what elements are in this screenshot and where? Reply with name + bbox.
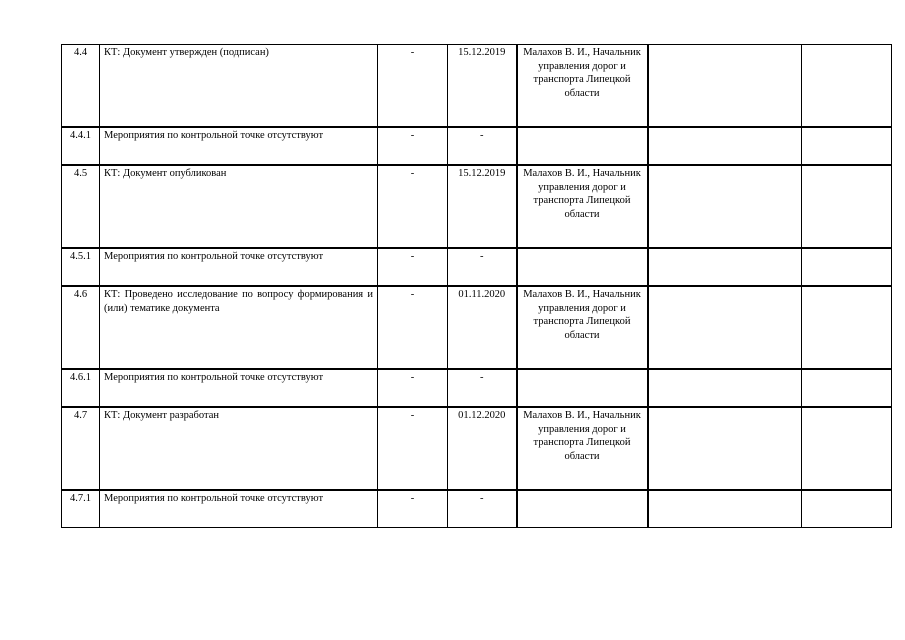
row-name: КТ: Документ утвержден (подписан) <box>100 45 378 128</box>
row-responsible <box>517 369 648 407</box>
row-name: Мероприятия по контрольной точке отсутствуют <box>100 369 378 407</box>
row-cell-6 <box>648 286 802 369</box>
row-responsible <box>517 127 648 165</box>
row-number: 4.4.1 <box>62 127 100 165</box>
row-number: 4.6 <box>62 286 100 369</box>
table-row <box>62 248 892 286</box>
table-row <box>62 127 892 165</box>
row-start-date: - <box>378 286 448 369</box>
row-start-date: - <box>378 407 448 490</box>
row-responsible <box>517 248 648 286</box>
row-number: 4.7 <box>62 407 100 490</box>
row-number: 4.5 <box>62 165 100 248</box>
row-cell-7 <box>802 407 892 490</box>
row-cell-6 <box>648 127 802 165</box>
row-number: 4.5.1 <box>62 248 100 286</box>
row-cell-7 <box>802 490 892 528</box>
row-cell-7 <box>802 127 892 165</box>
row-cell-7 <box>802 248 892 286</box>
row-cell-7 <box>802 165 892 248</box>
row-cell-6 <box>648 369 802 407</box>
row-cell-6 <box>648 490 802 528</box>
row-end-date: 15.12.2019 <box>448 165 517 248</box>
row-cell-6 <box>648 45 802 128</box>
row-end-date: 01.11.2020 <box>448 286 517 369</box>
table-row <box>62 490 892 528</box>
table-row <box>62 407 892 490</box>
row-number: 4.4 <box>62 45 100 128</box>
row-start-date: - <box>378 490 448 528</box>
row-end-date: - <box>448 248 517 286</box>
row-number: 4.7.1 <box>62 490 100 528</box>
row-responsible: Малахов В. И., Начальник управления дорог и транспорта Липецкой области <box>517 165 648 248</box>
row-responsible: Малахов В. И., Начальник управления дорог и транспорта Липецкой области <box>517 286 648 369</box>
row-cell-7 <box>802 45 892 128</box>
row-cell-6 <box>648 165 802 248</box>
row-name: Мероприятия по контрольной точке отсутствуют <box>100 490 378 528</box>
row-responsible: Малахов В. И., Начальник управления дорог и транспорта Липецкой области <box>517 407 648 490</box>
row-cell-7 <box>802 369 892 407</box>
table-row <box>62 369 892 407</box>
row-name: Мероприятия по контрольной точке отсутствуют <box>100 127 378 165</box>
table-row <box>62 165 892 248</box>
row-end-date: 15.12.2019 <box>448 45 517 128</box>
row-start-date: - <box>378 127 448 165</box>
row-end-date: - <box>448 490 517 528</box>
row-cell-7 <box>802 286 892 369</box>
row-responsible: Малахов В. И., Начальник управления дорог и транспорта Липецкой области <box>517 45 648 128</box>
row-start-date: - <box>378 248 448 286</box>
table-row <box>62 286 892 369</box>
row-start-date: - <box>378 165 448 248</box>
row-name: Мероприятия по контрольной точке отсутствуют <box>100 248 378 286</box>
plan-table <box>61 44 892 528</box>
table-row <box>62 45 892 128</box>
row-name: КТ: Документ опубликован <box>100 165 378 248</box>
row-start-date: - <box>378 369 448 407</box>
row-end-date: 01.12.2020 <box>448 407 517 490</box>
row-name: КТ: Проведено исследование по вопросу формирования и (или) тематике документа <box>100 286 378 369</box>
row-name: КТ: Документ разработан <box>100 407 378 490</box>
row-responsible <box>517 490 648 528</box>
row-start-date: - <box>378 45 448 128</box>
row-end-date: - <box>448 369 517 407</box>
row-end-date: - <box>448 127 517 165</box>
row-cell-6 <box>648 248 802 286</box>
row-cell-6 <box>648 407 802 490</box>
row-number: 4.6.1 <box>62 369 100 407</box>
